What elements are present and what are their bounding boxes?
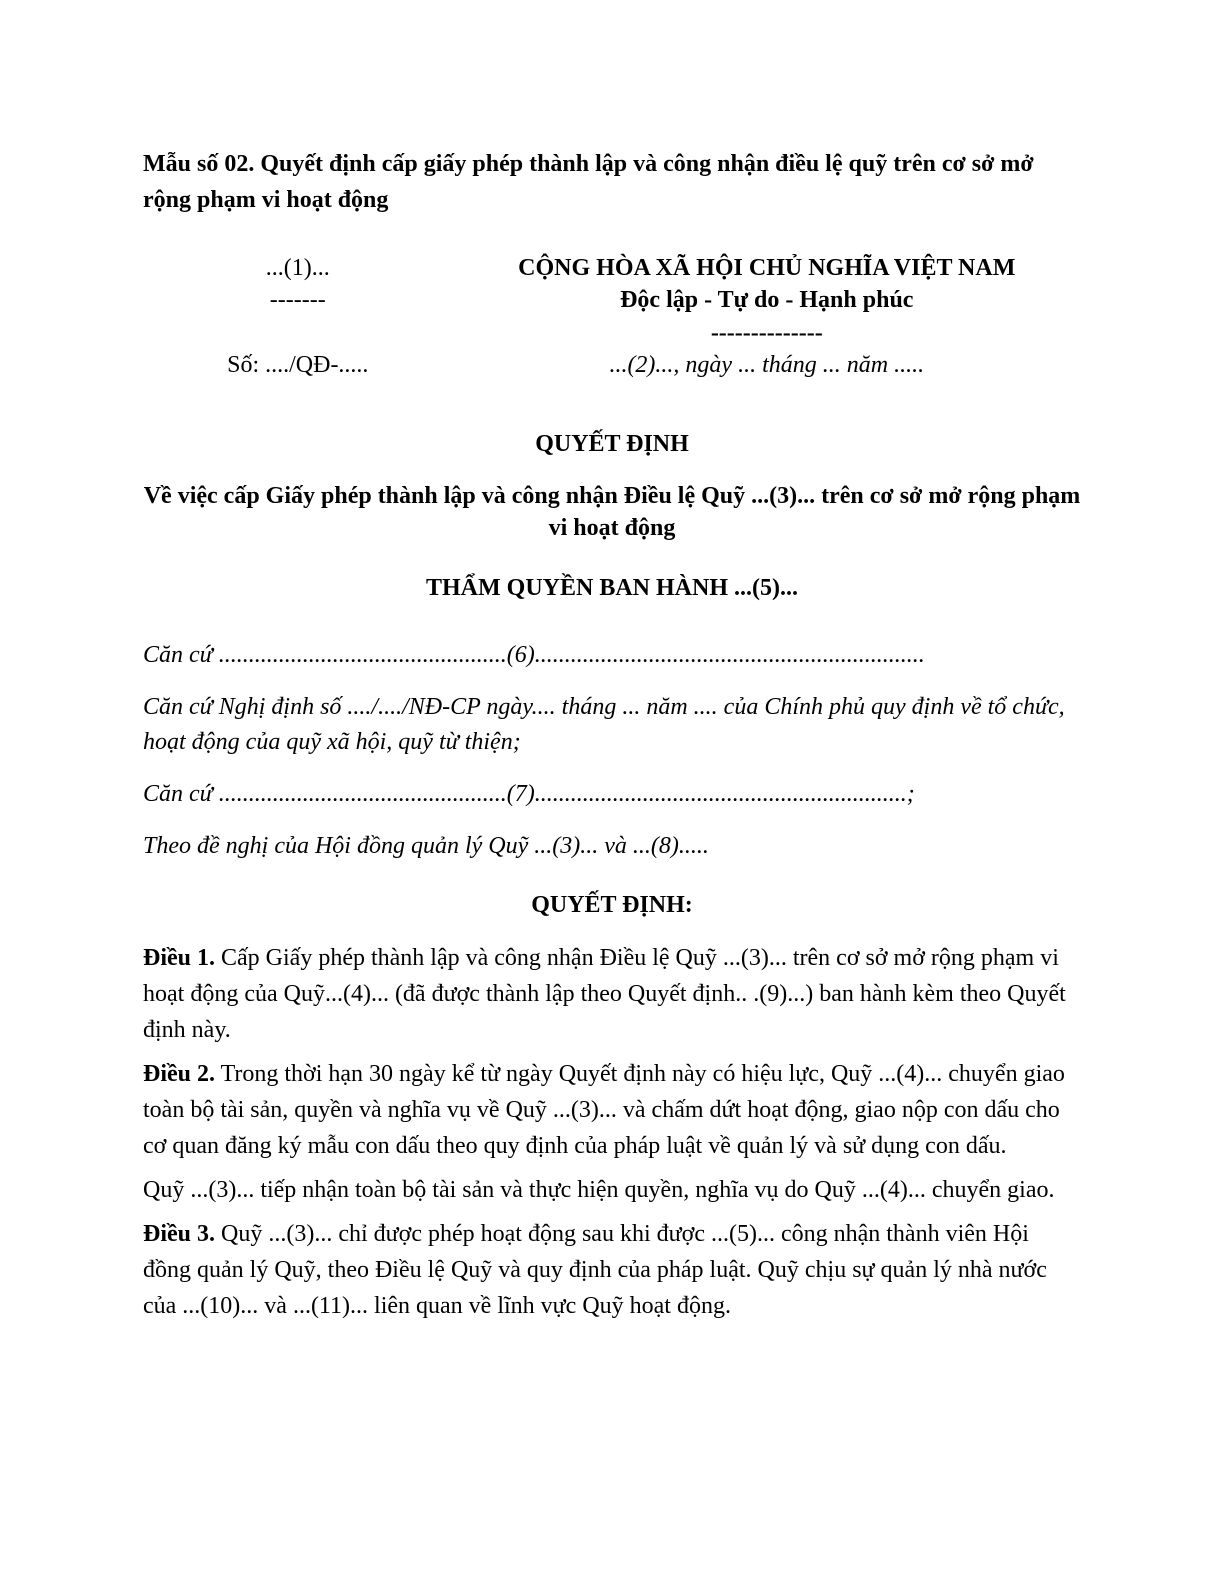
article-2 — [143, 1056, 1081, 1164]
preamble-line-4: Theo đề nghị của Hội đồng quản lý Quỹ ...(3)... và ...(8)..... — [143, 832, 709, 859]
org-divider: ------- — [269, 287, 326, 314]
form-title: Mẫu số 02. Quyết định cấp giấy phép thành lập và công nhận điều lệ quỹ trên cơ sở mở rộng phạm vi hoạt động — [143, 151, 1034, 213]
org-placeholder: ...(1)... — [265, 255, 330, 281]
article-2-lead: Điều 2. — [143, 1061, 215, 1088]
issuing-org-block — [143, 252, 453, 382]
issuing-authority-heading: THẨM QUYỀN BAN HÀNH ...(5)... — [426, 575, 798, 602]
article-2-text: Trong thời hạn 30 ngày kể từ ngày Quyết định này có hiệu lực, Quỹ ...(4)... chuyển giao toàn bộ tài sản, quyền và nghĩa vụ về Quỹ ...(3)... và chấm dứt hoạt động, giao nộp con dấu cho cơ quan đăng ký mẫu con dấu theo quy định của pháp luật về quản lý và sử dụng con dấu. — [143, 1061, 1065, 1160]
document-header — [143, 252, 1081, 382]
place-date-line: ...(2)..., ngày ... tháng ... năm ..... — [609, 352, 925, 379]
preamble-line-2: Căn cứ Nghị định số ..../..../NĐ-CP ngày.... tháng ... năm .... của Chính phủ quy định về tổ chức, hoạt động của quỹ xã hội, quỹ từ thiện; — [143, 694, 1065, 755]
preamble-line-3: Căn cứ ................................................(7)..............................................................; — [143, 780, 915, 807]
article-3 — [143, 1216, 1081, 1324]
national-title: CỘNG HÒA XÃ HỘI CHỦ NGHĨA VIỆT NAM — [518, 255, 1016, 281]
preamble-line-1: Căn cứ ................................................(6)................................................................. — [143, 642, 925, 669]
national-motto: Độc lập - Tự do - Hạnh phúc — [620, 287, 914, 314]
motto-divider: -------------- — [710, 319, 823, 346]
article-3-lead: Điều 3. — [143, 1221, 215, 1248]
decision-subject: Về việc cấp Giấy phép thành lập và công nhận Điều lệ Quỹ ...(3)... trên cơ sở mở rộng phạm vi hoạt động — [143, 482, 1081, 541]
article-1-lead: Điều 1. — [143, 945, 215, 972]
operative-heading: QUYẾT ĐỊNH: — [531, 892, 693, 919]
article-2-continuation — [143, 1172, 1081, 1208]
article-3-text: Quỹ ...(3)... chỉ được phép hoạt động sau khi được ...(5)... công nhận thành viên Hội đồng quản lý Quỹ, theo Điều lệ Quỹ và quy định của pháp luật. Quỹ chịu sự quản lý nhà nước của ...(10)... và ...(11)... liên quan về lĩnh vực Quỹ hoạt động. — [143, 1221, 1047, 1320]
document-number-line: Số: ..../QĐ-..... — [227, 351, 369, 378]
article-1-text: Cấp Giấy phép thành lập và công nhận Điều lệ Quỹ ...(3)... trên cơ sở mở rộng phạm vi hoạt động của Quỹ...(4)... (đã được thành lập theo Quyết định.. .(9)...) ban hành kèm theo Quyết định này. — [143, 945, 1066, 1044]
article-2-continuation-text: Quỹ ...(3)... tiếp nhận toàn bộ tài sản và thực hiện quyền, nghĩa vụ do Quỹ ...(4)... chuyển giao. — [143, 1177, 1055, 1204]
article-1 — [143, 940, 1081, 1048]
decision-heading: QUYẾT ĐỊNH — [535, 430, 689, 457]
national-header-block — [453, 252, 1081, 382]
